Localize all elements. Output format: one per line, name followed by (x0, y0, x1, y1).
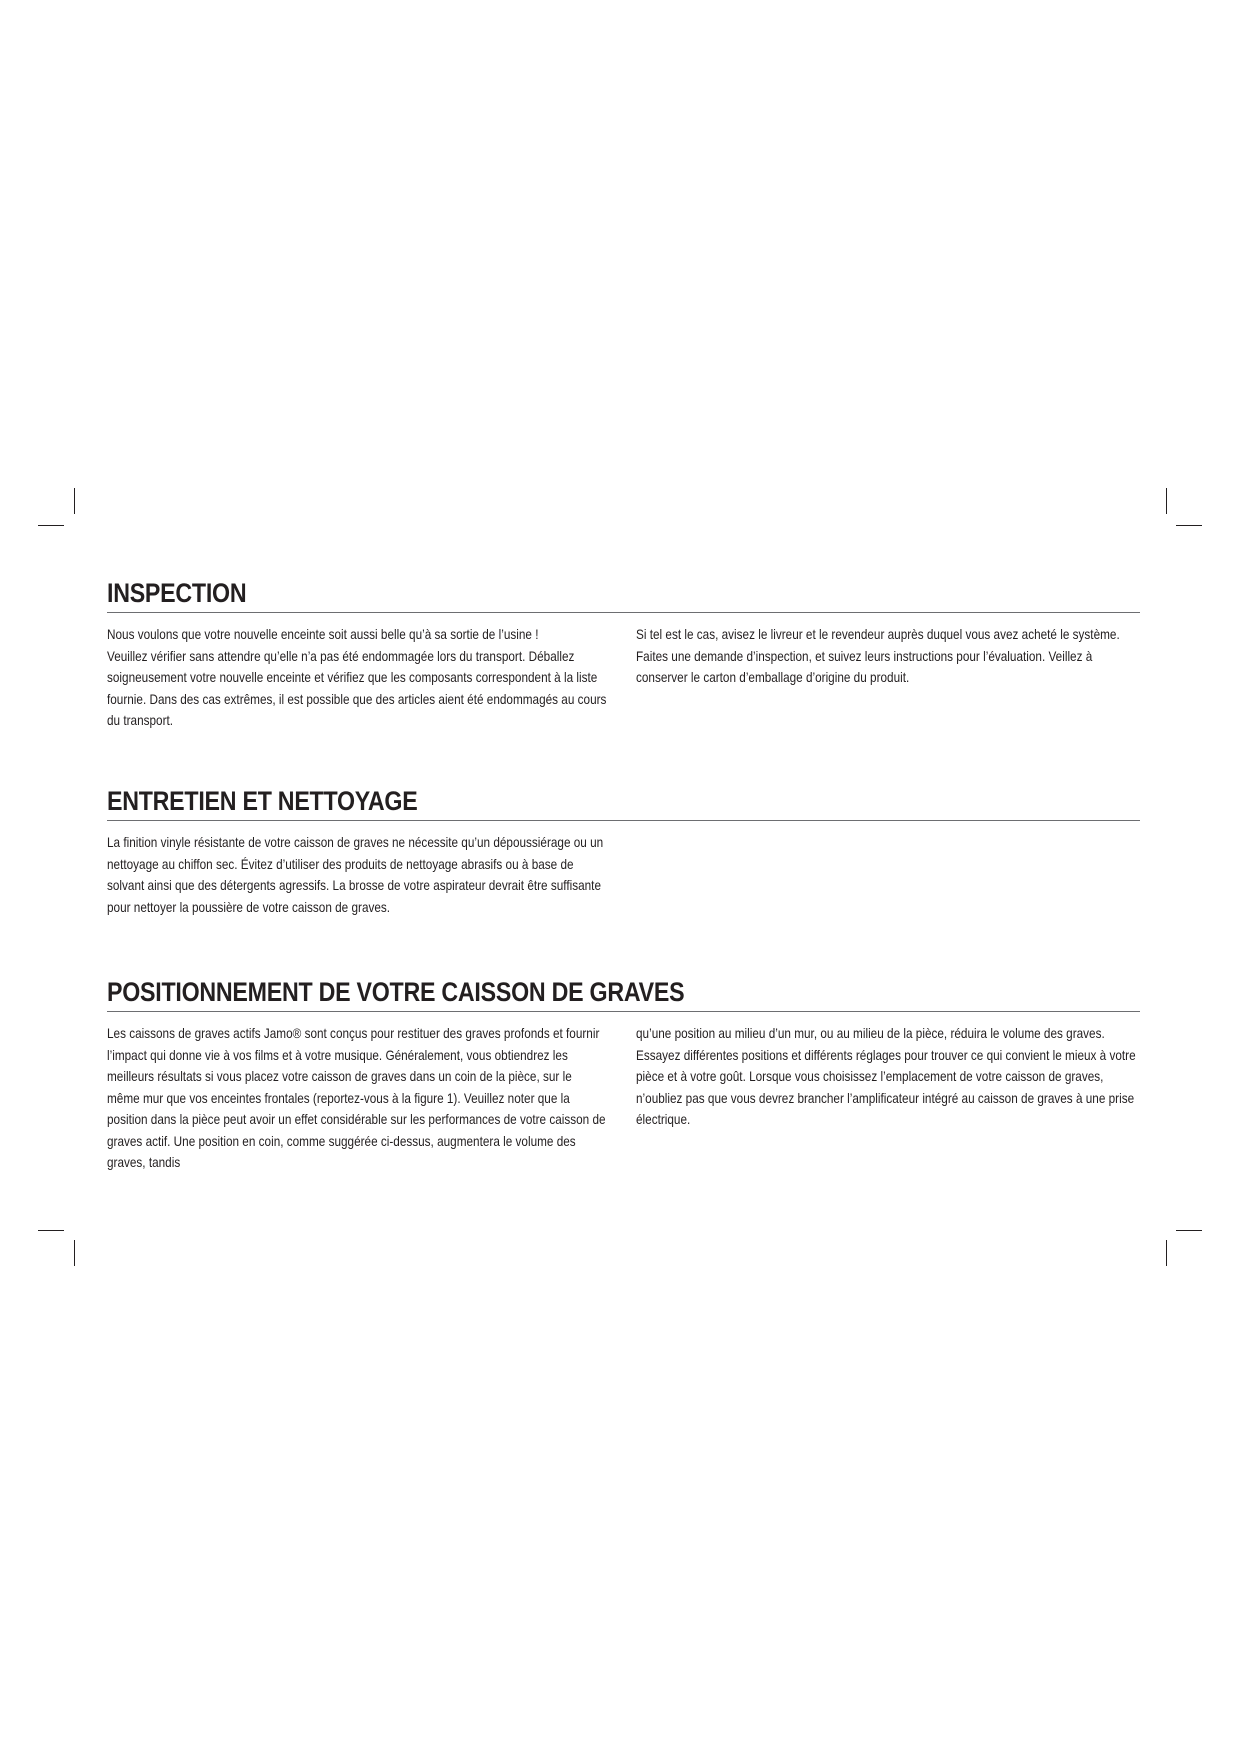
inspection-paragraph-1: Nous voulons que votre nouvelle enceinte soit aussi belle qu’à sa sortie de l’usine ! (107, 626, 539, 642)
crop-mark-top-right-vertical (1166, 488, 1167, 514)
inspection-paragraph-3: Si tel est le cas, avisez le livreur et le revendeur auprès duquel vous avez acheté le système. Faites une demande d’inspection, et suivez leurs instructions pour l’évaluation. Veillez à conserver le carton d’emballage d’origine du produit. (636, 626, 1120, 685)
entretien-left-column (107, 832, 608, 918)
crop-mark-top-left-horizontal (38, 525, 64, 526)
section-title-positionnement: POSITIONNEMENT DE VOTRE CAISSON DE GRAVES (107, 977, 685, 1007)
crop-mark-bottom-left-vertical (74, 1240, 75, 1266)
crop-mark-bottom-right-horizontal (1176, 1230, 1202, 1231)
positionnement-left-column (107, 1023, 608, 1174)
section-inspection (107, 577, 1140, 728)
section-entretien (107, 785, 1140, 915)
crop-mark-top-right-horizontal (1176, 525, 1202, 526)
inspection-right-column (636, 624, 1137, 689)
section-rule (107, 820, 1140, 821)
positionnement-paragraph-2: qu’une position au milieu d’un mur, ou au milieu de la pièce, réduira le volume des graves. Essayez différentes positions et différents réglages pour trouver ce qui convient le mieux à votre pièce et à votre goût. Lorsque vous choisissez l’emplacement de votre caisson de graves, n’oubliez pas que vous devrez brancher l’amplificateur intégré au caisson de graves à une prise électrique. (636, 1025, 1136, 1127)
entretien-paragraph: La finition vinyle résistante de votre caisson de graves ne nécessite qu’un dépoussiérage ou un nettoyage au chiffon sec. Évitez d’utiliser des produits de nettoyage abrasifs ou à base de solvant ainsi que des détergents agressifs. La brosse de votre aspirateur devrait être suffisante pour nettoyer la poussière de votre caisson de graves. (107, 834, 604, 915)
section-title-entretien: ENTRETIEN ET NETTOYAGE (107, 786, 418, 816)
section-rule (107, 1011, 1140, 1012)
crop-mark-top-left-vertical (74, 488, 75, 514)
section-rule (107, 612, 1140, 613)
inspection-paragraph-2: Veuillez vérifier sans attendre qu’elle n’a pas été endommagée lors du transport. Déballez soigneusement votre nouvelle enceinte et vérifiez que les composants correspondent à la liste fournie. Dans des cas extrêmes, il est possible que des articles aient été endommagés au cours du transport. (107, 647, 607, 728)
positionnement-paragraph-1: Les caissons de graves actifs Jamo® sont conçus pour restituer des graves profonds et fournir l’impact qui donne vie à vos films et à votre musique. Généralement, vous obtiendrez les meilleurs résultats si vous placez votre caisson de graves dans un coin de la pièce, sur le même mur que vos enceintes frontales (reportez-vous à la figure 1). Veuillez noter que la position dans la pièce peut avoir un effet considérable sur les performances de votre caisson de graves actif. Une position en coin, comme suggérée ci-dessus, augmentera le volume des graves, tandis (107, 1025, 606, 1170)
crop-mark-bottom-left-horizontal (38, 1230, 64, 1231)
positionnement-right-column (636, 1023, 1137, 1131)
section-title-inspection: INSPECTION (107, 578, 247, 608)
section-positionnement (107, 976, 1140, 1170)
crop-mark-bottom-right-vertical (1166, 1240, 1167, 1266)
inspection-left-column (107, 624, 608, 732)
